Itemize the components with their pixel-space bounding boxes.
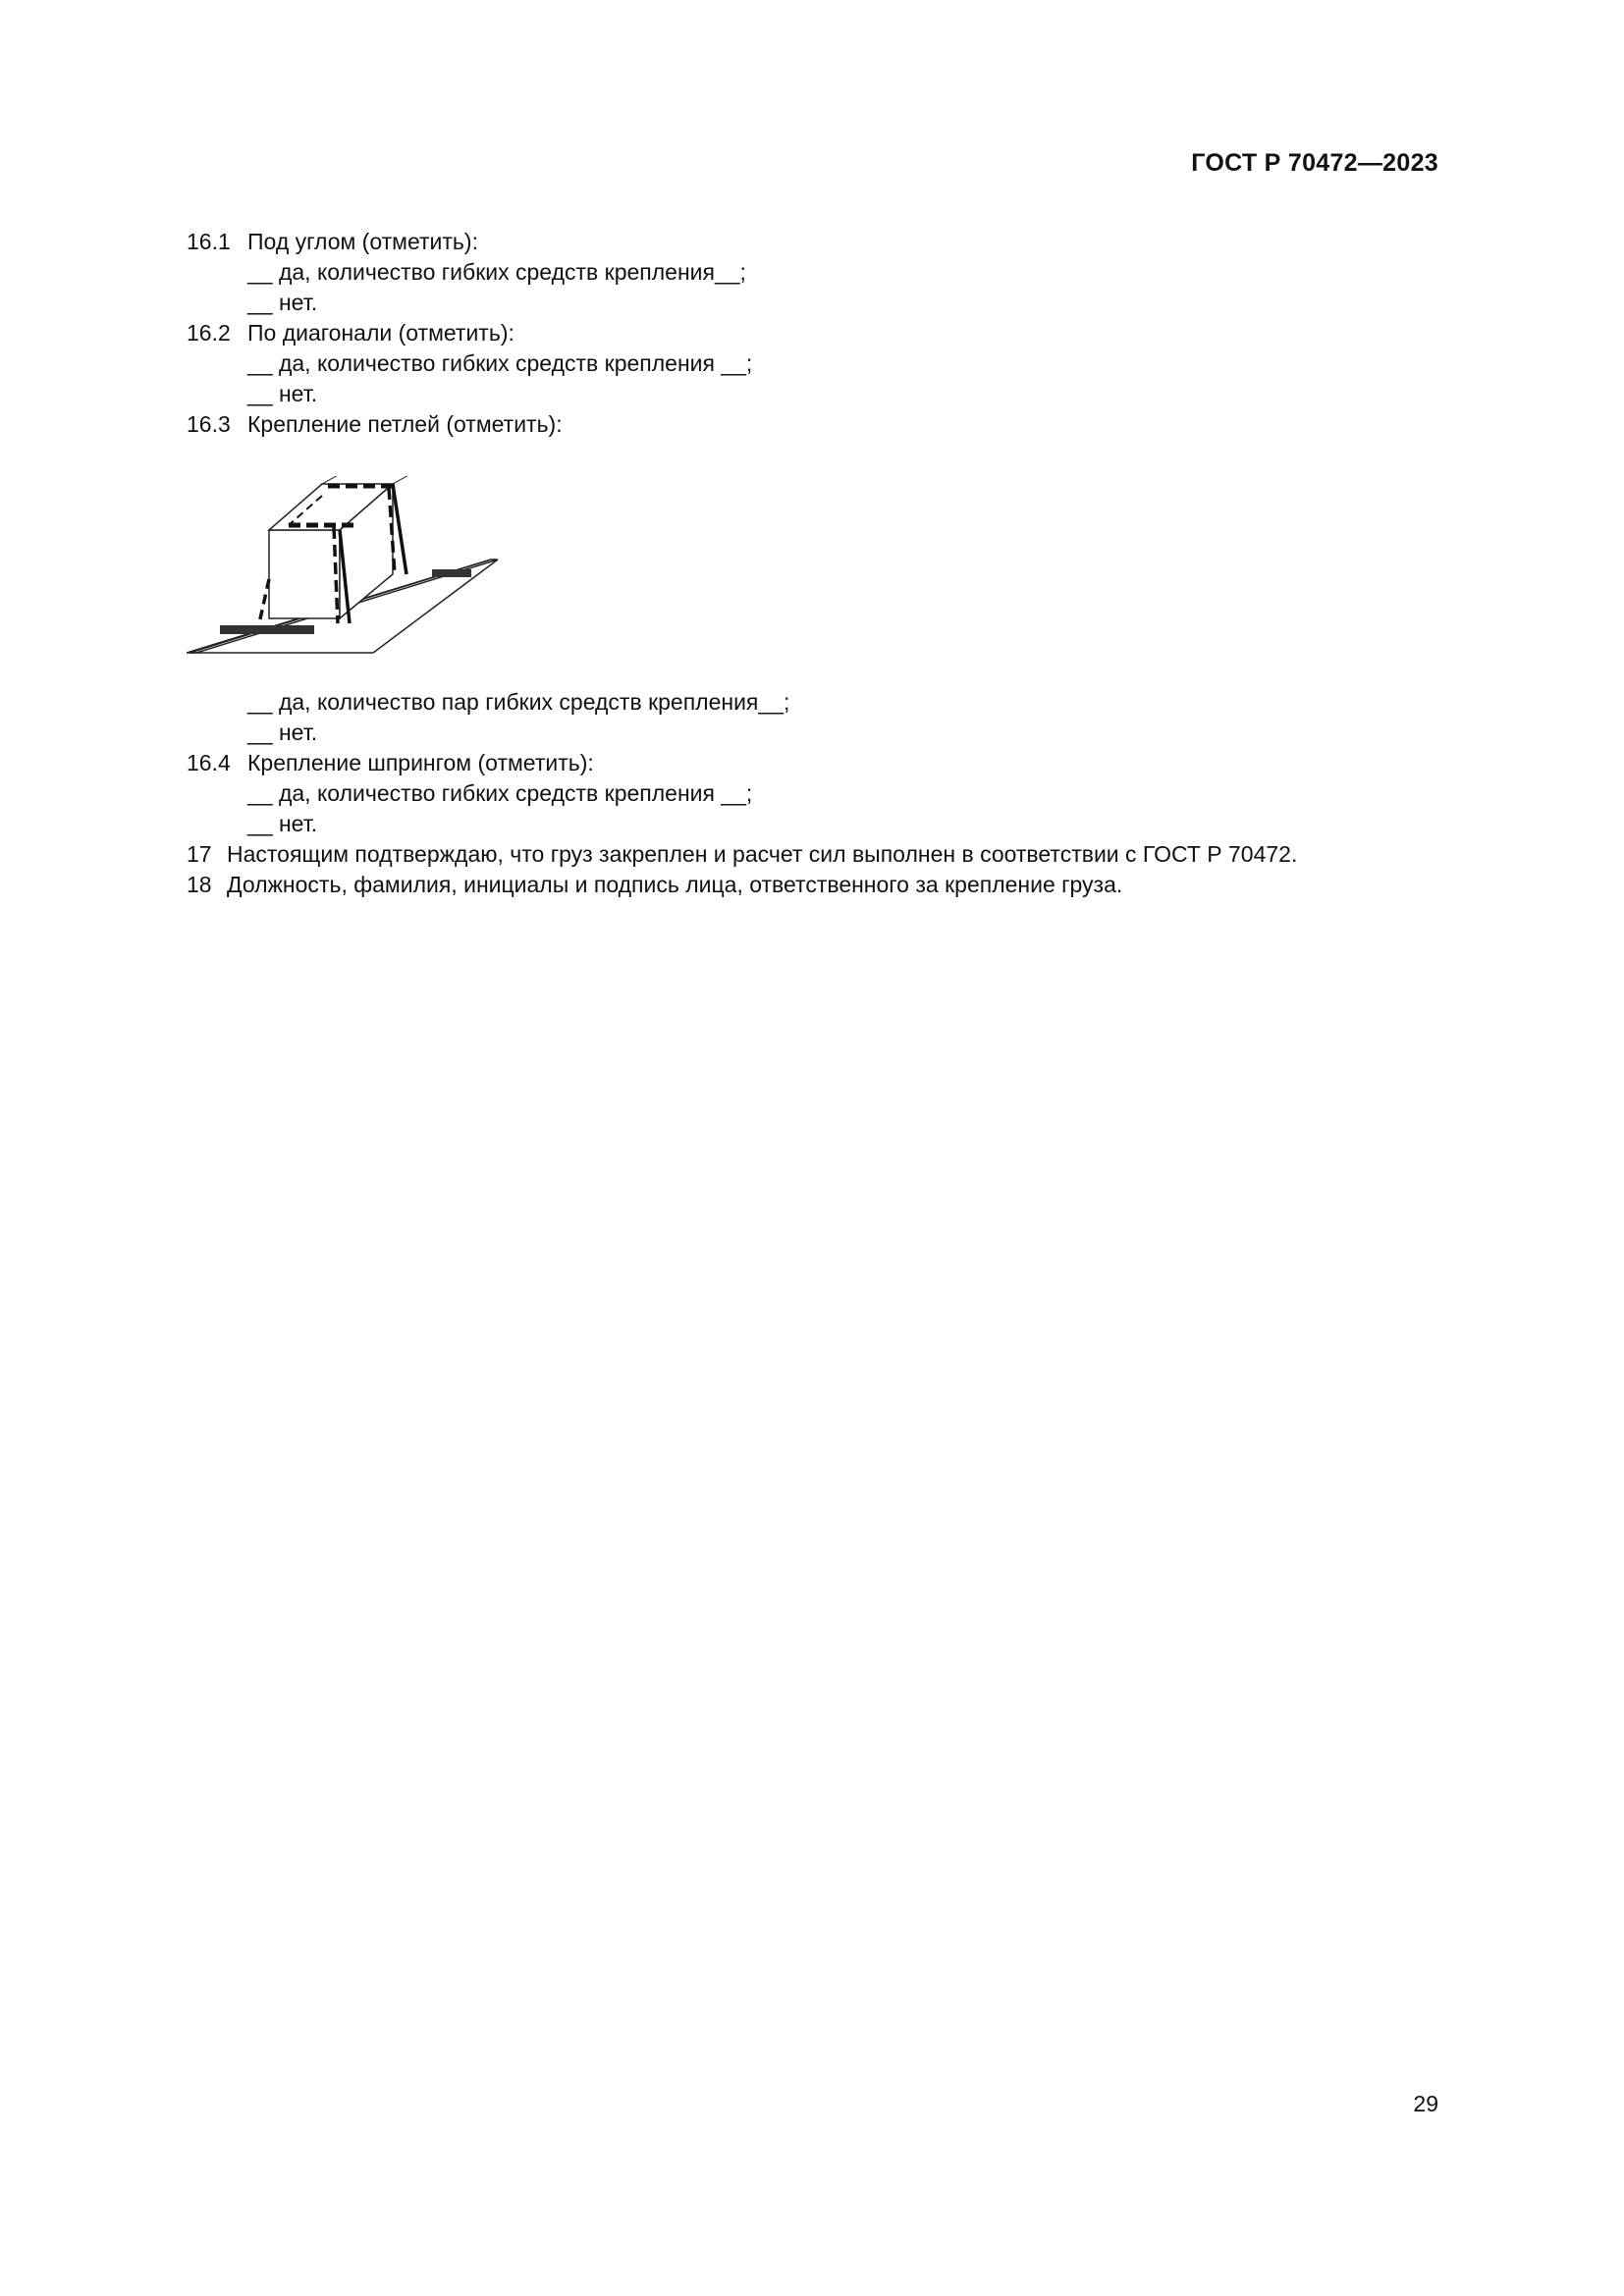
item-number: 16.4	[187, 750, 231, 775]
item-16-4	[187, 748, 594, 778]
option-no: __ нет.	[247, 720, 318, 745]
item-number: 16.3	[187, 411, 231, 437]
option-yes: __ да, количество пар гибких средств крепления__;	[247, 689, 790, 715]
option-no: __ нет.	[247, 290, 318, 315]
item-16-1	[187, 227, 478, 257]
item-text: Под углом (отметить):	[247, 229, 478, 254]
item-16-3	[187, 409, 563, 440]
item-number: 17	[187, 841, 212, 867]
item-number: 16.2	[187, 320, 231, 346]
item-17	[187, 839, 1297, 870]
loop-lashing-illustration	[187, 476, 501, 663]
item-text: Настоящим подтверждаю, что груз закреплен и расчет сил выполнен в соответствии с ГОСТ Р 70472.	[227, 841, 1298, 867]
option-yes: __ да, количество гибких средств крепления__;	[247, 259, 746, 285]
item-text: Должность, фамилия, инициалы и подпись лица, ответственного за крепление груза.	[227, 872, 1123, 897]
item-text: Крепление шпрингом (отметить):	[247, 750, 594, 775]
item-text: Крепление петлей (отметить):	[247, 411, 563, 437]
option-no: __ нет.	[247, 381, 318, 406]
item-number: 18	[187, 872, 212, 897]
page-number: 29	[1413, 2091, 1438, 2116]
option-yes: __ да, количество гибких средств крепления __;	[247, 350, 753, 376]
item-18	[187, 870, 1122, 900]
option-no: __ нет.	[247, 811, 318, 836]
document-code: ГОСТ Р 70472—2023	[1191, 149, 1438, 177]
option-yes: __ да, количество гибких средств крепления __;	[247, 780, 753, 806]
item-text: По диагонали (отметить):	[247, 320, 514, 346]
item-number: 16.1	[187, 229, 231, 254]
item-16-2	[187, 318, 514, 348]
